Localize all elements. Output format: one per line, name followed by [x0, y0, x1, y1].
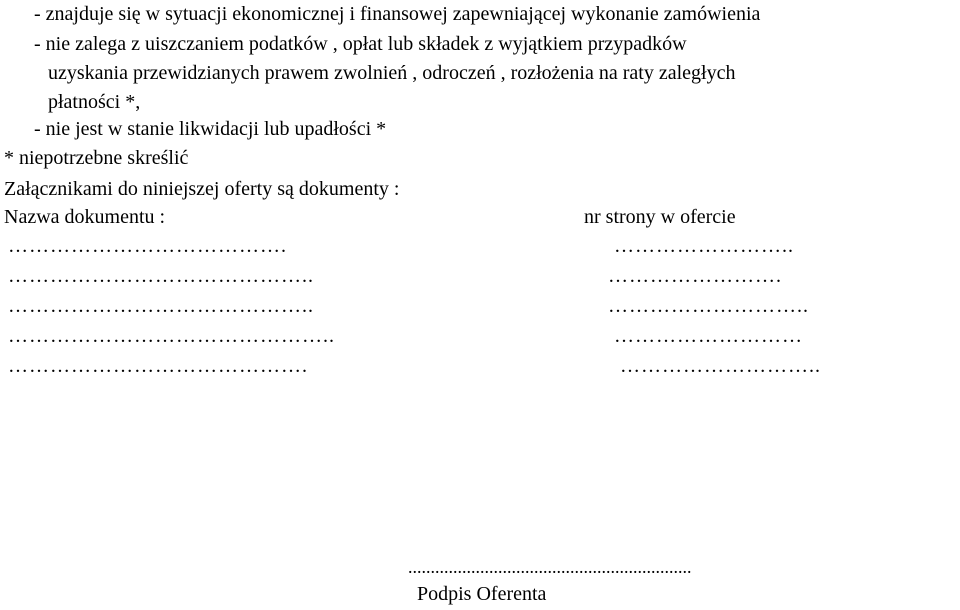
footnote: * niepotrzebne skreślić	[4, 147, 189, 169]
declaration-taxes-end: płatności *,	[48, 91, 141, 113]
attachment-page-blank[interactable]: ……………………..	[614, 235, 794, 257]
signature-label: Podpis Oferenta	[417, 583, 547, 605]
declaration-taxes-cont: uzyskania przewidzianych prawem zwolnień , odroczeń , rozłożenia na raty zaległych	[48, 62, 736, 84]
attachment-page-blank[interactable]: ………………………..	[620, 355, 821, 377]
declaration-liquidation: - nie jest w stanie likwidacji lub upadłości *	[34, 118, 387, 140]
signature-line[interactable]: ...............................................................	[408, 557, 692, 577]
attachments-intro: Załącznikami do niniejszej oferty są dokumenty :	[4, 178, 400, 200]
declaration-economic: - znajduje się w sytuacji ekonomicznej i finansowej zapewniającej wykonanie zamówienia	[34, 3, 761, 25]
attachment-page-blank[interactable]: …………………….	[608, 265, 782, 287]
attachment-name-blank[interactable]: ………………………………………..	[8, 325, 335, 347]
attachment-name-blank[interactable]: ……………………………………..	[8, 265, 314, 287]
attachment-page-blank[interactable]: ………………………	[614, 325, 803, 347]
attachment-name-blank[interactable]: ……………………………………..	[8, 295, 314, 317]
attachment-page-blank[interactable]: ………………………..	[608, 295, 809, 317]
attachment-name-blank[interactable]: ………………………………….	[8, 235, 287, 257]
declaration-taxes: - nie zalega z uiszczaniem podatków , opłat lub składek z wyjątkiem przypadków	[34, 33, 687, 55]
attachment-name-blank[interactable]: …………………………………….	[8, 355, 308, 377]
column-header-page-number: nr strony w ofercie	[584, 206, 736, 228]
column-header-document-name: Nazwa dokumentu :	[4, 206, 166, 228]
